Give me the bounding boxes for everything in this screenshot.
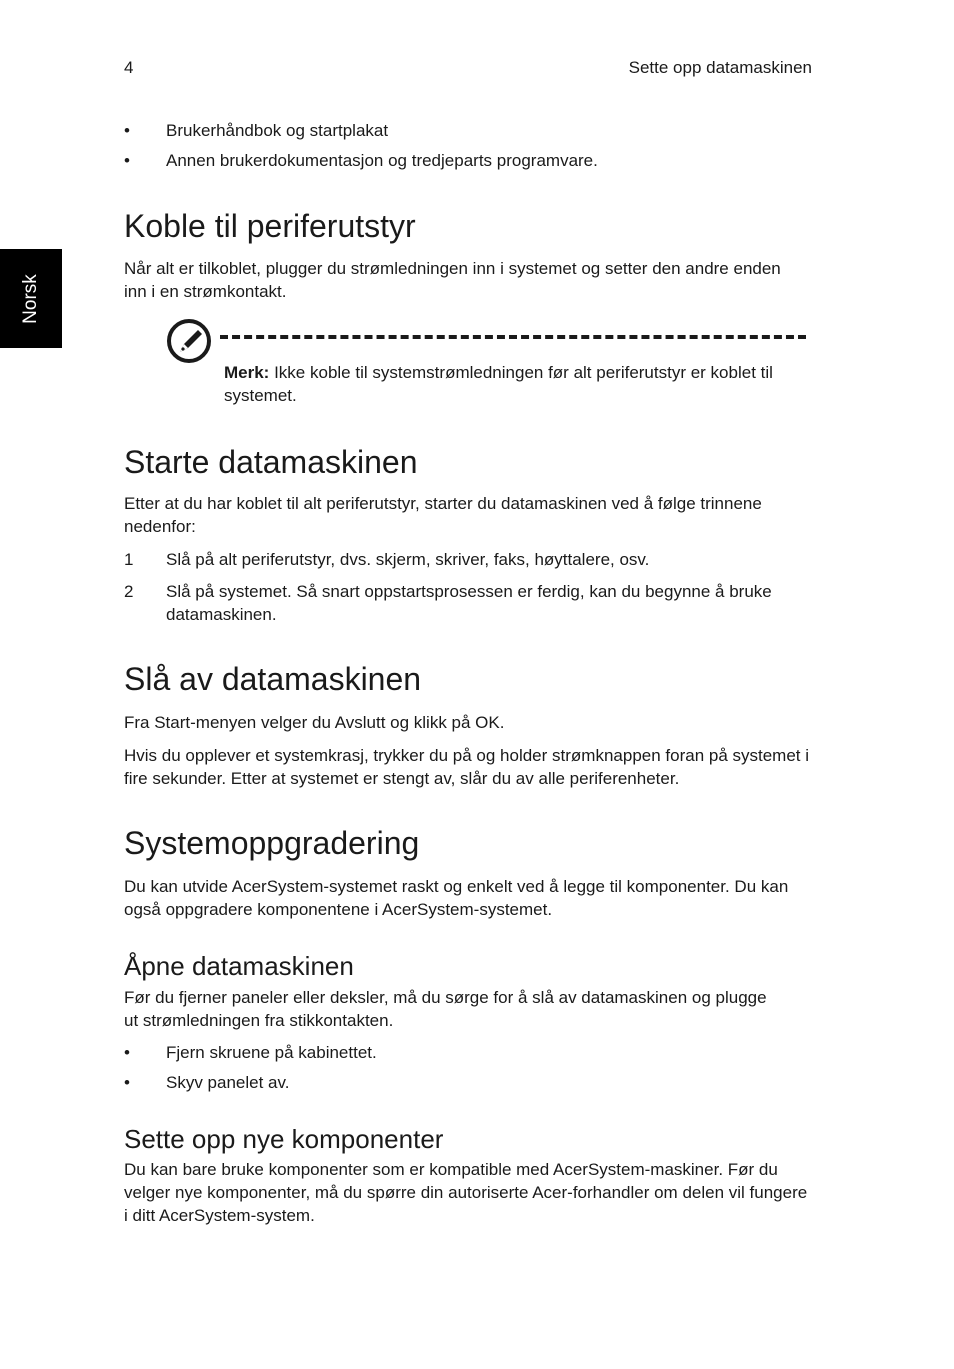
paragraph-oppgradering: Du kan utvide AcerSystem-systemet raskt og enkelt ved å legge til komponenter. Du kan også oppgradere komponentene i AcerSystem-systemet. [124, 877, 789, 919]
section-title-starte: Starte datamaskinen [124, 444, 418, 480]
section-title-koble: Koble til periferutstyr [124, 208, 416, 244]
paragraph-starte: Etter at du har koblet til alt periferutstyr, starter du datamaskinen ved å følge trinnene nedenfor: [124, 494, 762, 536]
running-title: Sette opp datamaskinen [628, 58, 812, 77]
bullet-marker: • [124, 1043, 130, 1062]
step-number: 1 [124, 550, 134, 569]
pencil-circle-icon [166, 318, 212, 364]
side-tab-label: Norsk [20, 273, 41, 324]
language-side-tab [0, 249, 62, 348]
section-title-oppgradering: Systemoppgradering [124, 825, 420, 861]
list-item-text: Skyv panelet av. [166, 1073, 290, 1092]
page-number: 4 [124, 58, 134, 77]
subsection-title-nye: Sette opp nye komponenter [124, 1124, 444, 1154]
list-item-text: Fjern skruene på kabinettet. [166, 1043, 377, 1062]
paragraph-koble: Når alt er tilkoblet, plugger du strømledningen inn i systemet og setter den andre enden inn i en strømkontakt. [124, 259, 781, 301]
paragraph-slaav-2: Hvis du opplever et systemkrasj, trykker du på og holder strømknappen foran på systemet i fire sekunder. Etter at systemet er stengt av, slår du av alle periferenheter. [124, 746, 810, 788]
paragraph-nye: Du kan bare bruke komponenter som er kompatible med AcerSystem-maskiner. Før du velger nye komponenter, må du spørre din autoriserte Acer-forhandler om delen vil fungere i ditt AcerSystem-system. [124, 1160, 808, 1225]
step-text: Slå på systemet. Så snart oppstartsprosessen er ferdig, kan du begynne å bruke datamaskinen. [166, 582, 772, 624]
list-item-text: Brukerhåndbok og startplakat [166, 121, 389, 140]
bullet-marker: • [124, 151, 130, 170]
bullet-marker: • [124, 1073, 130, 1092]
note-body: Ikke koble til systemstrømledningen før alt periferutstyr er koblet til systemet. [224, 363, 773, 405]
note-divider [220, 335, 806, 339]
section-title-slaav: Slå av datamaskinen [124, 661, 422, 697]
note-label: Merk: [224, 363, 270, 382]
paragraph-apne: Før du fjerner paneler eller deksler, må du sørge for å slå av datamaskinen og plugge ut strømledningen fra stikkontakten. [124, 988, 767, 1030]
paragraph-slaav-1: Fra Start-menyen velger du Avslutt og klikk på OK. [124, 713, 505, 732]
list-item-text: Annen brukerdokumentasjon og tredjeparts programvare. [166, 151, 598, 170]
step-text: Slå på alt periferutstyr, dvs. skjerm, skriver, faks, høyttalere, osv. [166, 550, 650, 569]
step-number: 2 [124, 582, 134, 601]
subsection-title-apne: Åpne datamaskinen [124, 951, 354, 981]
bullet-marker: • [124, 121, 130, 140]
note-text [224, 361, 784, 407]
